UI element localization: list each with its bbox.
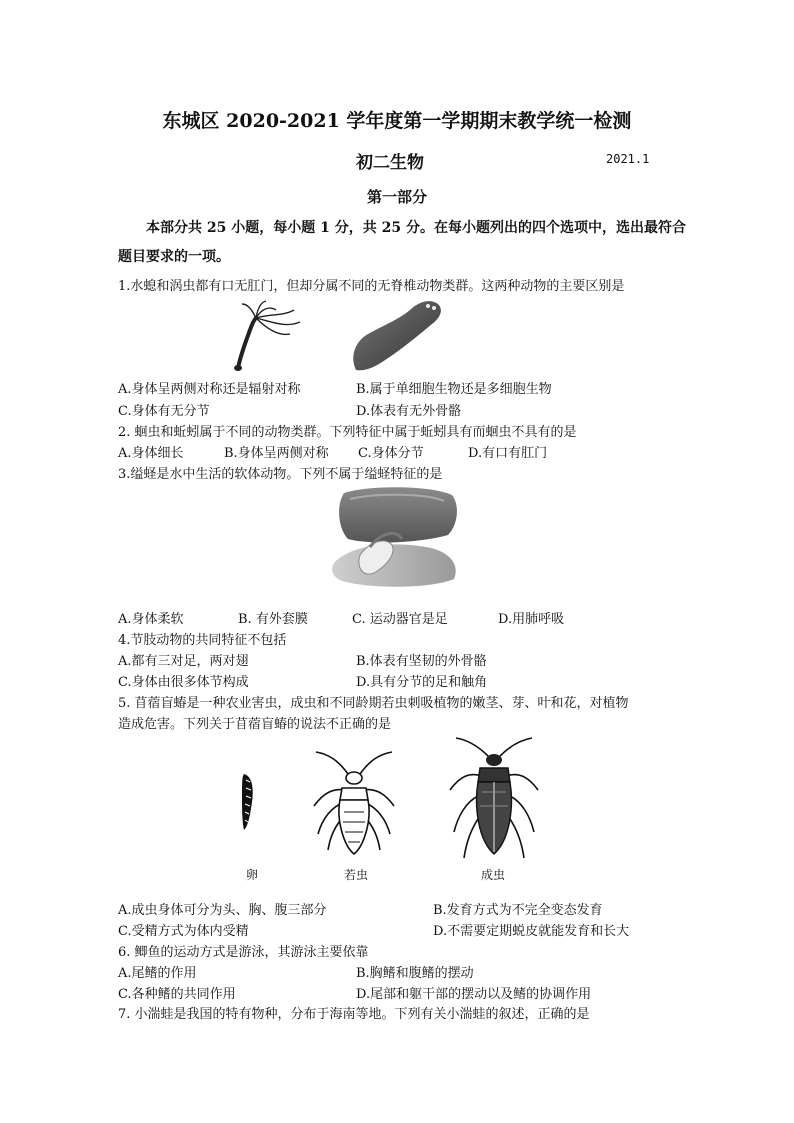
q1-option-a: A.身体呈两侧对称还是辐射对称 xyxy=(118,382,301,397)
adult-bug-illustration xyxy=(446,736,542,864)
section-intro-line2: 题目要求的一项。 xyxy=(118,249,230,265)
q4-stem: 4.节肢动物的共同特征不包括 xyxy=(118,633,287,648)
q6-option-b: B.胸鳍和腹鳍的摆动 xyxy=(356,966,474,981)
exam-date: 2021.1 xyxy=(606,152,650,166)
q4-option-b: B.体表有坚韧的外骨骼 xyxy=(356,654,487,669)
q2-option-a: A.身体细长 xyxy=(118,446,184,461)
q2-option-d: D.有口有肛门 xyxy=(468,446,548,461)
q6-option-d: D.尾部和躯干部的摆动以及鳍的协调作用 xyxy=(356,987,592,1002)
q3-option-d: D.用肺呼吸 xyxy=(498,612,565,627)
label-nymph: 若虫 xyxy=(344,868,369,882)
planarian-illustration xyxy=(348,296,444,376)
q1-option-d: D.体表有无外骨骼 xyxy=(356,404,462,419)
q5-option-c: C.受精方式为体内受精 xyxy=(118,924,249,939)
q6-option-a: A.尾鳍的作用 xyxy=(118,966,197,981)
q1-option-b: B.属于单细胞生物还是多细胞生物 xyxy=(356,382,552,397)
q2-stem: 2. 蛔虫和蚯蚓属于不同的动物类群。下列特征中属于蚯蚓具有而蛔虫不具有的是 xyxy=(118,425,577,440)
q3-option-b: B. 有外套膜 xyxy=(238,612,308,627)
q4-option-a: A.都有三对足，两对翅 xyxy=(118,654,249,669)
q3-option-c: C. 运动器官是足 xyxy=(352,612,448,627)
exam-subtitle: 初二生物 xyxy=(356,153,424,173)
razor-clam-illustration xyxy=(330,485,462,591)
q1-stem: 1.水螅和涡虫都有口无肛门，但却分属不同的无脊椎动物类群。这两种动物的主要区别是 xyxy=(118,279,625,294)
q3-stem: 3.缢蛏是水中生活的软体动物。下列不属于缢蛏特征的是 xyxy=(118,467,443,482)
egg-illustration xyxy=(238,772,260,832)
q5-option-b: B.发育方式为不完全变态发育 xyxy=(433,903,603,918)
q4-option-d: D.具有分节的足和触角 xyxy=(356,675,488,690)
q2-option-b: B.身体呈两侧对称 xyxy=(224,446,329,461)
q4-option-c: C.身体由很多体节构成 xyxy=(118,675,249,690)
exam-title: 东城区 2020-2021 学年度第一学期期末教学统一检测 xyxy=(162,110,632,132)
q6-option-c: C.各种鳍的共同作用 xyxy=(118,987,236,1002)
hydra-illustration xyxy=(228,300,310,372)
q5-stem-line1: 5. 苜蓿盲蝽是一种农业害虫，成虫和不同龄期若虫刺吸植物的嫩茎、芽、叶和花，对植物 xyxy=(118,696,629,711)
q5-option-a: A.成虫身体可分为头、胸、腹三部分 xyxy=(118,903,327,918)
label-adult: 成虫 xyxy=(481,868,506,882)
q3-option-a: A.身体柔软 xyxy=(118,612,184,627)
nymph-illustration xyxy=(308,750,400,858)
section-title: 第一部分 xyxy=(366,188,427,206)
q6-stem: 6. 鲫鱼的运动方式是游泳，其游泳主要依靠 xyxy=(118,945,369,960)
section-intro-line1: 本部分共 25 小题，每小题 1 分，共 25 分。在每小题列出的四个选项中，选出最符合 xyxy=(146,220,686,236)
q5-option-d: D.不需要定期蜕皮就能发育和长大 xyxy=(433,924,630,939)
q2-option-c: C.身体分节 xyxy=(358,446,424,461)
label-egg: 卵 xyxy=(246,868,259,882)
q7-stem: 7. 小湍蛙是我国的特有物种，分布于海南等地。下列有关小湍蛙的叙述，正确的是 xyxy=(118,1007,590,1022)
q1-option-c: C.身体有无分节 xyxy=(118,404,210,419)
q5-stem-line2: 造成危害。下列关于苜蓿盲蝽的说法不正确的是 xyxy=(118,717,392,732)
